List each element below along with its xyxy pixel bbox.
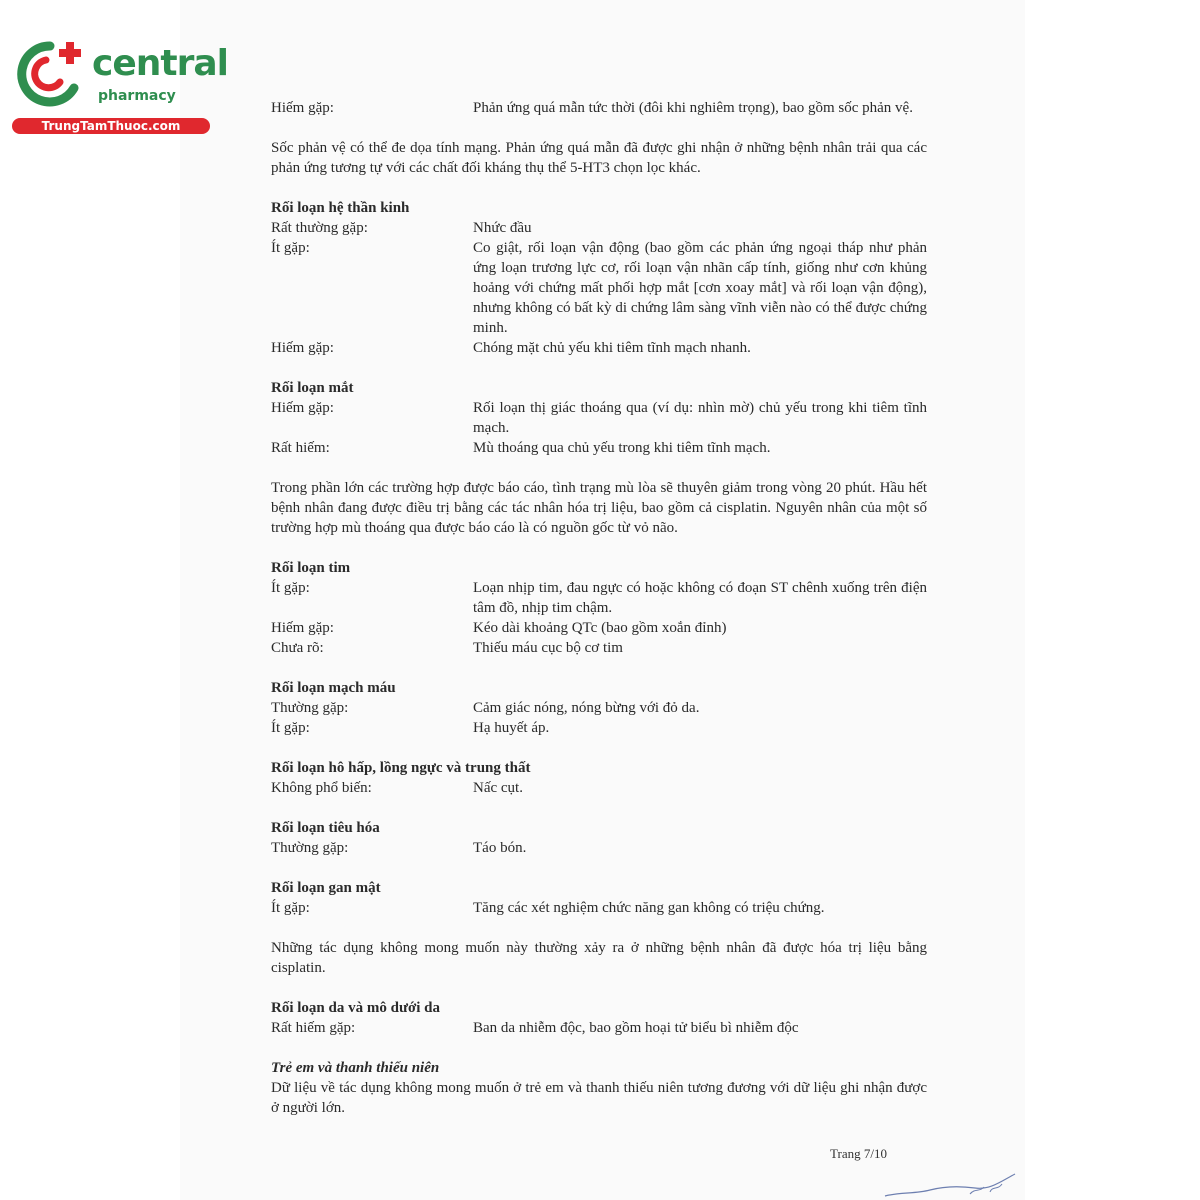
effect-description: Co giật, rối loạn vận động (bao gồm các phản ứng ngoại tháp như phản ứng loạn trương lực cơ, rối loạn vận nhãn cấp tính, giống như cơn khủng hoảng với chứng mất phối hợp mắt [cơn xoay mắt] và rối loạn vận động), nhưng không có bất kỳ di chứng lâm sàng vĩnh viễn nào có thể được chứng minh.	[473, 240, 927, 336]
frequency-label: Không phổ biến:	[271, 780, 372, 796]
effect-description: Rối loạn thị giác thoáng qua (ví dụ: nhìn mờ) chủ yếu trong khi tiêm tĩnh mạch.	[473, 400, 927, 436]
frequency-row	[271, 638, 927, 658]
frequency-label: Ít gặp:	[271, 720, 310, 736]
body-paragraph: Trong phần lớn các trường hợp được báo cáo, tình trạng mù lòa sẽ thuyên giảm trong vòng 20 phút. Hầu hết bệnh nhân đang được điều trị bằng các tác nhân hóa trị liệu, bao gồm cả cisplatin. Nguyên nhân của một số trường hợp mù thoáng qua được báo cáo là có nguồn gốc từ vỏ não.	[271, 480, 927, 536]
frequency-row	[271, 98, 927, 118]
frequency-label: Ít gặp:	[271, 900, 310, 916]
effect-description: Nấc cụt.	[473, 780, 523, 796]
document-section	[271, 198, 927, 358]
frequency-row	[271, 1018, 927, 1038]
document-section	[271, 98, 927, 118]
document-section	[271, 678, 927, 738]
frequency-label: Hiếm gặp:	[271, 340, 334, 356]
effect-description: Nhức đầu	[473, 220, 532, 236]
body-paragraph: Dữ liệu về tác dụng không mong muốn ở trẻ em và thanh thiếu niên tương đương với dữ liệu ghi nhận được ở người lớn.	[271, 1080, 927, 1116]
effect-description: Kéo dài khoảng QTc (bao gồm xoắn đỉnh)	[473, 620, 727, 636]
effect-description: Thiếu máu cục bộ cơ tim	[473, 640, 623, 656]
document-section	[271, 138, 927, 178]
section-heading: Rối loạn hệ thần kinh	[271, 200, 410, 216]
effect-description: Ban da nhiễm độc, bao gồm hoại tử biểu bì nhiễm độc	[473, 1020, 799, 1036]
document-section	[271, 378, 927, 458]
frequency-row	[271, 218, 927, 238]
document-section	[271, 758, 927, 798]
frequency-label: Rất thường gặp:	[271, 220, 368, 236]
section-heading: Rối loạn tiêu hóa	[271, 820, 380, 836]
frequency-row	[271, 578, 927, 618]
effect-description: Tăng các xét nghiệm chức năng gan không có triệu chứng.	[473, 900, 825, 916]
frequency-row	[271, 838, 927, 858]
section-heading: Rối loạn hô hấp, lồng ngực và trung thất	[271, 760, 531, 776]
section-heading: Rối loạn mắt	[271, 380, 354, 396]
frequency-label: Thường gặp:	[271, 840, 349, 856]
section-heading: Rối loạn da và mô dưới da	[271, 1000, 441, 1016]
frequency-label: Ít gặp:	[271, 580, 310, 596]
document-section	[271, 478, 927, 538]
document-section	[271, 938, 927, 978]
frequency-row	[271, 718, 927, 738]
body-paragraph: Những tác dụng không mong muốn này thường xảy ra ở những bệnh nhân đã được hóa trị liệu bằng cisplatin.	[271, 940, 927, 976]
document-section	[271, 878, 927, 918]
logo-subtitle: pharmacy	[98, 88, 176, 104]
frequency-row	[271, 618, 927, 638]
frequency-row	[271, 398, 927, 438]
frequency-row	[271, 238, 927, 338]
effect-description: Hạ huyết áp.	[473, 720, 550, 736]
frequency-label: Hiếm gặp:	[271, 400, 334, 416]
frequency-label: Hiếm gặp:	[271, 620, 334, 636]
document-section	[271, 998, 927, 1038]
document-section	[271, 818, 927, 858]
effect-description: Phản ứng quá mẫn tức thời (đôi khi nghiêm trọng), bao gồm sốc phản vệ.	[473, 100, 913, 116]
frequency-label: Thường gặp:	[271, 700, 349, 716]
frequency-row	[271, 438, 927, 458]
handwritten-mark	[880, 1168, 1020, 1200]
pharmacy-cross-icon	[10, 38, 90, 108]
frequency-label: Hiếm gặp:	[271, 100, 334, 116]
effect-description: Mù thoáng qua chủ yếu trong khi tiêm tĩnh mạch.	[473, 440, 771, 456]
body-paragraph: Sốc phản vệ có thể đe dọa tính mạng. Phản ứng quá mẫn đã được ghi nhận ở những bệnh nhân trải qua các phản ứng tương tự với các chất đối kháng thụ thể 5-HT3 chọn lọc khác.	[271, 140, 927, 176]
frequency-row	[271, 898, 927, 918]
frequency-label: Ít gặp:	[271, 240, 310, 256]
logo-wordmark: central	[92, 43, 228, 84]
document-section	[271, 558, 927, 658]
central-pharmacy-logo[interactable]	[10, 38, 228, 138]
frequency-row	[271, 698, 927, 718]
logo-banner[interactable]: TrungTamThuoc.com	[12, 118, 210, 134]
effect-description: Chóng mặt chủ yếu khi tiêm tĩnh mạch nhanh.	[473, 340, 751, 356]
page-number: Trang 7/10	[830, 1146, 887, 1161]
section-heading: Trẻ em và thanh thiếu niên	[271, 1060, 440, 1076]
frequency-label: Chưa rõ:	[271, 640, 324, 656]
section-heading: Rối loạn gan mật	[271, 880, 381, 896]
effect-description: Loạn nhịp tim, đau ngực có hoặc không có đoạn ST chênh xuống trên điện tâm đồ, nhịp tim chậm.	[473, 580, 927, 616]
effect-description: Táo bón.	[473, 840, 527, 856]
section-heading: Rối loạn tim	[271, 560, 351, 576]
frequency-label: Rất hiếm gặp:	[271, 1020, 356, 1036]
frequency-label: Rất hiếm:	[271, 440, 330, 456]
section-heading: Rối loạn mạch máu	[271, 680, 396, 696]
frequency-row	[271, 778, 927, 798]
frequency-row	[271, 338, 927, 358]
document-body	[271, 98, 927, 1118]
document-section	[271, 1058, 927, 1118]
effect-description: Cảm giác nóng, nóng bừng với đỏ da.	[473, 700, 700, 716]
